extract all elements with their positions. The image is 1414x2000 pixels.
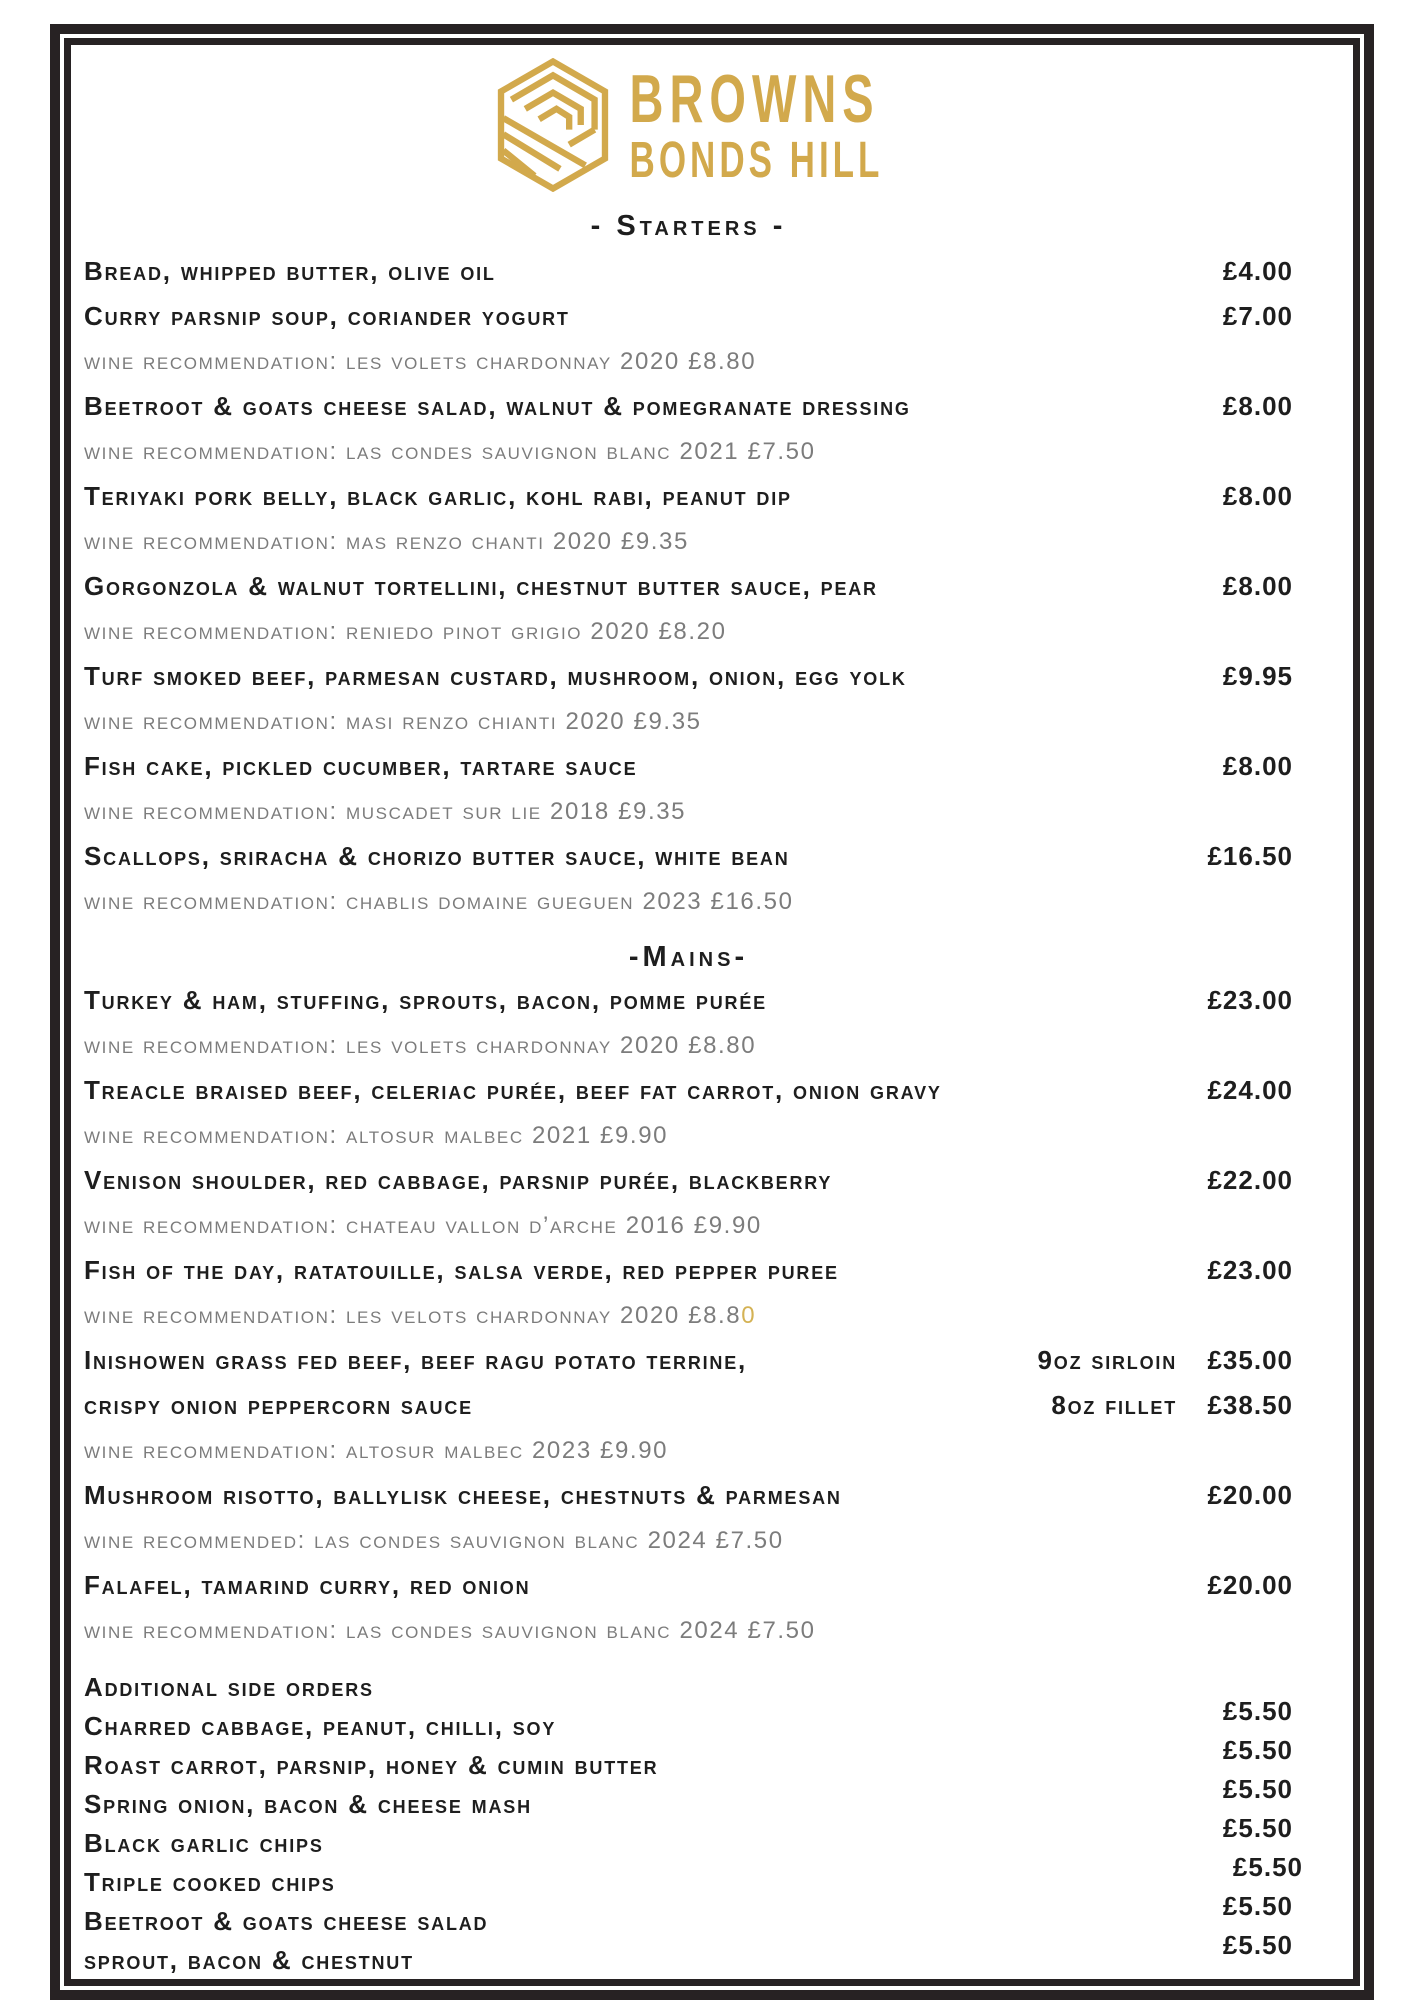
wine-recommendation-row bbox=[84, 609, 1293, 654]
menu-border-frame bbox=[50, 24, 1374, 2000]
side-name: Black garlic chips bbox=[84, 1828, 324, 1858]
sides-header bbox=[84, 1667, 1293, 1707]
dish-name: Teriyaki pork belly, black garlic, kohl rabi, peanut dip bbox=[84, 481, 792, 511]
side-price: £5.50 bbox=[1222, 1774, 1293, 1804]
dish-name: Beetroot & goats cheese salad, walnut & pomegranate dressing bbox=[84, 391, 911, 421]
brand-name-line1: BROWNS bbox=[629, 59, 880, 136]
wine-note: wine recommended: las condes sauvignon blanc 2024 £7.50 bbox=[84, 1526, 784, 1554]
wine-recommendation-row bbox=[84, 1518, 1293, 1563]
menu-item-row bbox=[84, 744, 1293, 789]
wine-note: wine recommendation: mas renzo chanti 2020 £9.35 bbox=[84, 527, 689, 555]
menu-page bbox=[71, 45, 1353, 1979]
dish-price: £8.00 bbox=[1222, 751, 1293, 781]
wine-recommendation-row bbox=[84, 1023, 1293, 1068]
wine-note: wine recommendation: las condes sauvignon blanc 2024 £7.50 bbox=[84, 1616, 816, 1644]
side-price: £5.50 bbox=[1222, 1735, 1293, 1765]
wine-recommendation-row bbox=[84, 1293, 1293, 1338]
dish-name: Mushroom risotto, ballylisk cheese, chestnuts & parmesan bbox=[84, 1480, 842, 1510]
dish-name: Turkey & ham, stuffing, sprouts, bacon, pomme purée bbox=[84, 985, 767, 1015]
menu-item-row bbox=[84, 564, 1293, 609]
brand-name-line2: BONDS HILL bbox=[629, 131, 884, 189]
wine-recommendation-row bbox=[84, 339, 1293, 384]
dish-price: £38.50 bbox=[1207, 1390, 1293, 1420]
wine-recommendation-row bbox=[84, 789, 1293, 834]
menu-item-row bbox=[84, 1563, 1293, 1608]
menu-item-row bbox=[84, 1338, 1293, 1383]
wine-note: wine recommendation: les volets chardonnay 2020 £8.80 bbox=[84, 1031, 757, 1059]
side-order-row bbox=[84, 1852, 1303, 1902]
side-price: £5.50 bbox=[1222, 1813, 1293, 1843]
dish-price: £35.00 bbox=[1207, 1345, 1293, 1375]
menu-item-row bbox=[84, 474, 1293, 519]
wine-recommendation-row bbox=[84, 1428, 1293, 1473]
side-order-row bbox=[84, 1930, 1293, 1980]
brand-wordmark bbox=[629, 59, 884, 189]
portion-size: 8oz fillet bbox=[1051, 1390, 1177, 1420]
dish-name: crispy onion peppercorn sauce bbox=[84, 1390, 473, 1420]
side-price: £5.50 bbox=[1222, 1930, 1293, 1960]
menu-item-row bbox=[84, 654, 1293, 699]
dish-name: Curry parsnip soup, coriander yogurt bbox=[84, 301, 570, 331]
dish-name: Inishowen grass fed beef, beef ragu potato terrine, bbox=[84, 1345, 748, 1375]
wine-note-gold-digit: 0 bbox=[741, 1301, 757, 1329]
portion-size: 9oz sirloin bbox=[1037, 1345, 1177, 1375]
hexagon-chevron-logo-icon bbox=[494, 58, 612, 192]
wine-note: wine recommendation: muscadet sur lie 2018 £9.35 bbox=[84, 797, 687, 825]
menu-border-frame-inner bbox=[64, 38, 1360, 1986]
side-name: Beetroot & goats cheese salad bbox=[84, 1906, 489, 1936]
dish-name: Scallops, sriracha & chorizo butter sauce, white bean bbox=[84, 841, 790, 871]
starters-list bbox=[84, 249, 1293, 924]
wine-note: wine recommendation: las condes sauvignon blanc 2021 £7.50 bbox=[84, 437, 816, 465]
wine-recommendation-row bbox=[84, 699, 1293, 744]
dish-name: Falafel, tamarind curry, red onion bbox=[84, 1570, 531, 1600]
wine-note: wine recommendation: altosur malbec 2023 £9.90 bbox=[84, 1436, 669, 1464]
dish-price: £22.00 bbox=[1207, 1165, 1293, 1195]
dish-name: Fish cake, pickled cucumber, tartare sauce bbox=[84, 751, 638, 781]
wine-note: wine recommendation: chateau vallon d’arche 2016 £9.90 bbox=[84, 1211, 762, 1239]
side-name: Roast carrot, parsnip, honey & cumin butter bbox=[84, 1750, 659, 1780]
dish-price: £7.00 bbox=[1222, 301, 1293, 331]
dish-price: £20.00 bbox=[1207, 1480, 1293, 1510]
dish-name: Turf smoked beef, parmesan custard, mushroom, onion, egg yolk bbox=[84, 661, 907, 691]
side-name: Spring onion, bacon & cheese mash bbox=[84, 1789, 532, 1819]
mains-list bbox=[84, 978, 1293, 1653]
dish-name: Gorgonzola & walnut tortellini, chestnut butter sauce, pear bbox=[84, 571, 878, 601]
side-price: £5.50 bbox=[1222, 1891, 1293, 1921]
menu-item-row bbox=[84, 294, 1293, 339]
wine-note: wine recommendation: les velots chardonnay 2020 £8.8 bbox=[84, 1301, 742, 1329]
side-order-row bbox=[84, 1774, 1293, 1824]
wine-note: wine recommendation: chablis domaine gueguen 2023 £16.50 bbox=[84, 887, 794, 915]
side-order-row bbox=[84, 1696, 1293, 1746]
section-title-starters: - Starters - bbox=[590, 210, 787, 242]
wine-recommendation-row bbox=[84, 519, 1293, 564]
dish-price: £20.00 bbox=[1207, 1570, 1293, 1600]
wine-recommendation-row bbox=[84, 1608, 1293, 1653]
side-order-row bbox=[84, 1813, 1293, 1863]
sides-title: Additional side orders bbox=[84, 1671, 374, 1702]
wine-note: wine recommendation: altosur malbec 2021 £9.90 bbox=[84, 1121, 669, 1149]
dish-name: Bread, whipped butter, olive oil bbox=[84, 256, 496, 286]
wine-recommendation-row bbox=[84, 1113, 1293, 1158]
wine-recommendation-row bbox=[84, 429, 1293, 474]
side-order-row bbox=[84, 1735, 1293, 1785]
dish-name: Treacle braised beef, celeriac purée, beef fat carrot, onion gravy bbox=[84, 1075, 942, 1105]
dish-price: £23.00 bbox=[1207, 985, 1293, 1015]
wine-note: wine recommendation: reniedo pinot grigio 2020 £8.20 bbox=[84, 617, 727, 645]
dish-name: Venison shoulder, red cabbage, parsnip purée, blackberry bbox=[84, 1165, 833, 1195]
menu-item-row bbox=[84, 1473, 1293, 1518]
dish-price: £8.00 bbox=[1222, 571, 1293, 601]
section-title-mains: -Mains- bbox=[628, 941, 749, 973]
menu-item-row bbox=[84, 1068, 1293, 1113]
brand-logo bbox=[84, 51, 1293, 199]
dish-price: £9.95 bbox=[1222, 661, 1293, 691]
menu-item-row bbox=[84, 834, 1293, 879]
dish-price: £8.00 bbox=[1222, 391, 1293, 421]
menu-item-row bbox=[84, 1158, 1293, 1203]
wine-note: wine recommendation: masi renzo chianti 2020 £9.35 bbox=[84, 707, 702, 735]
menu-item-row bbox=[84, 978, 1293, 1023]
dish-price: £8.00 bbox=[1222, 481, 1293, 511]
side-name: sprout, bacon & chestnut bbox=[84, 1945, 414, 1975]
menu-item-row bbox=[84, 1383, 1293, 1428]
side-order-row bbox=[84, 1891, 1293, 1941]
side-price: £5.50 bbox=[1232, 1852, 1303, 1882]
wine-note: wine recommendation: les volets chardonnay 2020 £8.80 bbox=[84, 347, 757, 375]
side-name: Triple cooked chips bbox=[84, 1867, 336, 1897]
menu-item-row bbox=[84, 249, 1293, 294]
sides-list bbox=[84, 1696, 1303, 1980]
side-name: Charred cabbage, peanut, chilli, soy bbox=[84, 1711, 557, 1741]
dish-name: Fish of the day, ratatouille, salsa verde, red pepper puree bbox=[84, 1255, 839, 1285]
menu-item-row bbox=[84, 384, 1293, 429]
wine-recommendation-row bbox=[84, 879, 1293, 924]
dish-price: £16.50 bbox=[1207, 841, 1293, 871]
side-price: £5.50 bbox=[1222, 1696, 1293, 1726]
menu-item-row bbox=[84, 1248, 1293, 1293]
wine-recommendation-row bbox=[84, 1203, 1293, 1248]
dish-price: £24.00 bbox=[1207, 1075, 1293, 1105]
dish-price: £4.00 bbox=[1222, 256, 1293, 286]
dish-price: £23.00 bbox=[1207, 1255, 1293, 1285]
